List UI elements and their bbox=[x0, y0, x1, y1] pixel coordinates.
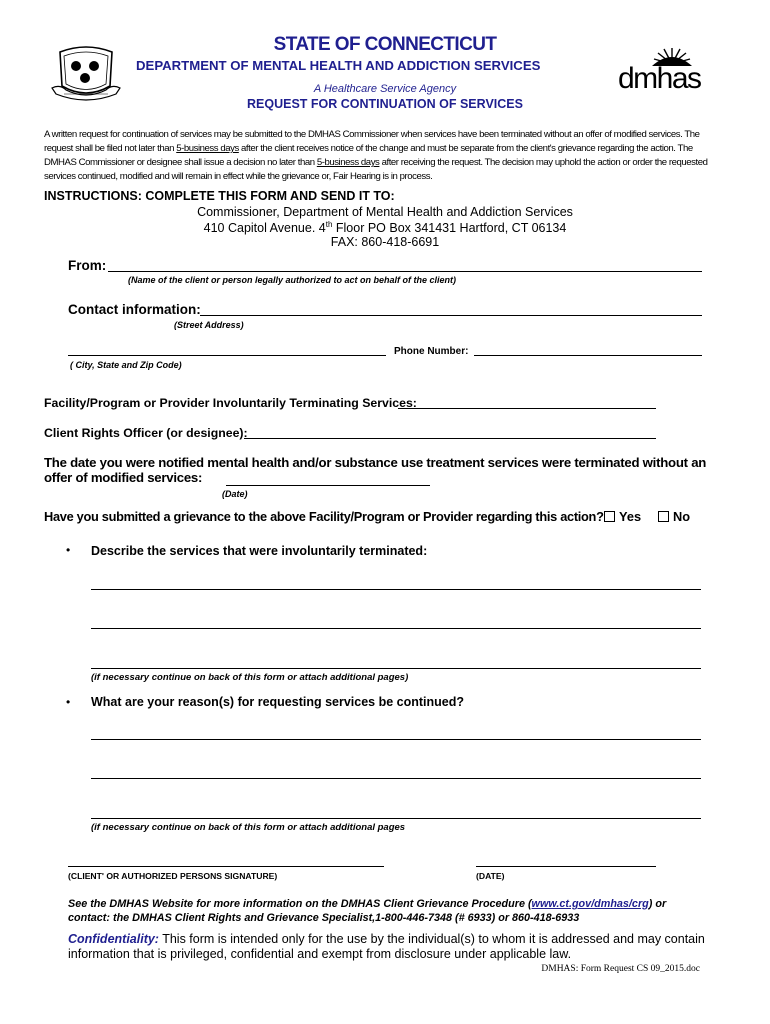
website-info-b: ) or contact: the DMHAS Client Rights and Grievance Specialist,1-800-446-7348 (# 6933) or 860-418-6933 bbox=[68, 898, 667, 924]
grievance-question: Have you submitted a grievance to the above Facility/Program or Provider regarding this action? bbox=[44, 509, 604, 524]
address-line-1: Commissioner, Department of Mental Health and Addiction Services bbox=[197, 205, 573, 219]
deadline-1: 5-business days bbox=[176, 143, 239, 154]
website-info bbox=[68, 897, 708, 925]
describe-label: Describe the services that were involuntarily terminated: bbox=[91, 544, 428, 558]
no-checkbox[interactable] bbox=[658, 511, 669, 522]
confidentiality-label: Confidentiality: bbox=[68, 932, 159, 946]
dmhas-logo bbox=[618, 44, 701, 98]
city-hint: ( City, State and Zip Code) bbox=[70, 360, 182, 370]
instructions-heading: INSTRUCTIONS: COMPLETE THIS FORM AND SEND IT TO: bbox=[44, 189, 395, 203]
reasons-line-1[interactable] bbox=[91, 739, 701, 740]
intro-text-1: A written request for continuation of services may be submitted to the DMHAS Commissioner when services have been terminated without an offer of modified services. The request shall be filed not later than bbox=[44, 129, 700, 154]
address-line-2 bbox=[0, 220, 770, 235]
describe-hint: (if necessary continue on back of this form or attach additional pages) bbox=[91, 672, 409, 683]
reasons-line-2[interactable] bbox=[91, 778, 701, 779]
no-label: No bbox=[673, 509, 691, 524]
signature-field[interactable] bbox=[68, 866, 384, 867]
street-hint: (Street Address) bbox=[174, 320, 244, 330]
phone-field[interactable] bbox=[474, 355, 702, 356]
deadline-2: 5-business days bbox=[316, 157, 380, 168]
describe-line-3[interactable] bbox=[91, 668, 701, 669]
reasons-line-3[interactable] bbox=[91, 818, 701, 819]
signature-label: (CLIENT' OR AUTHORIZED PERSONS SIGNATURE) bbox=[68, 871, 278, 881]
describe-line-2[interactable] bbox=[91, 628, 701, 629]
date-question: The date you were notified mental health and/or substance use treatment services were terminated without an offer of modified services: bbox=[44, 455, 707, 485]
confidentiality-text: This form is intended only for the use by the individual(s) to whom it is addressed and may contain information that is privileged, confidential and exempt from disclosure under applicable law. bbox=[68, 932, 705, 961]
cro-field[interactable] bbox=[244, 438, 656, 439]
signature-date-label: (DATE) bbox=[476, 871, 505, 881]
address-line-2-b: Floor PO Box 341431 Hartford, CT 06134 bbox=[332, 221, 567, 236]
reasons-label: What are your reason(s) for requesting services be continued? bbox=[91, 695, 465, 709]
contact-label: Contact information: bbox=[68, 302, 201, 317]
city-state-zip-field[interactable] bbox=[68, 355, 386, 356]
dmhas-logo-text: dmhas bbox=[618, 62, 701, 95]
yes-option[interactable] bbox=[604, 509, 641, 524]
no-option[interactable] bbox=[658, 509, 690, 524]
signature-date-field[interactable] bbox=[476, 866, 656, 867]
address-line-2-a: 410 Capitol Avenue. 4 bbox=[203, 221, 326, 236]
document-reference: DMHAS: Form Request CS 09_2015.doc bbox=[541, 964, 700, 974]
cro-label: Client Rights Officer (or designee): bbox=[44, 426, 248, 440]
intro-text-2: after the client receives notice of the change and must be separate from the client's grievance regarding the action. The DMHAS Commissioner or designee shall issue a decision no later than bbox=[44, 143, 693, 168]
from-field[interactable] bbox=[108, 271, 702, 272]
date-hint: (Date) bbox=[222, 489, 248, 499]
facility-field[interactable] bbox=[398, 408, 656, 409]
department-name: DEPARTMENT OF MENTAL HEALTH AND ADDICTION SERVICES bbox=[136, 58, 541, 73]
yes-checkbox[interactable] bbox=[604, 511, 615, 522]
intro-text-3: after receiving the request. The decision may uphold the action or order the requested services continued, modified and will remain in effect while the grievance or, Fair Hearing is in process. bbox=[44, 157, 708, 182]
fax-line: FAX: 860-418-6691 bbox=[330, 235, 440, 249]
agency-tagline: A Healthcare Service Agency bbox=[313, 83, 457, 95]
date-notified-field[interactable] bbox=[226, 485, 430, 486]
state-title: STATE OF CONNECTICUT bbox=[273, 34, 497, 55]
describe-line-1[interactable] bbox=[91, 589, 701, 590]
intro-paragraph bbox=[44, 128, 724, 184]
street-address-field[interactable] bbox=[200, 315, 702, 316]
from-hint: (Name of the client or person legally authorized to act on behalf of the client) bbox=[128, 275, 457, 285]
grievance-procedure-link[interactable]: www.ct.gov/dmhas/crg bbox=[531, 898, 649, 910]
facility-label: Facility/Program or Provider Involuntarily Terminating Services: bbox=[44, 396, 417, 410]
confidentiality-notice bbox=[68, 932, 708, 962]
reasons-hint: (if necessary continue on back of this form or attach additional pages bbox=[91, 822, 406, 833]
address-line-2-sup: th bbox=[325, 220, 333, 229]
yes-label: Yes bbox=[619, 509, 642, 524]
phone-label: Phone Number: bbox=[394, 346, 469, 357]
bullet-dot: • bbox=[66, 695, 71, 709]
from-label: From: bbox=[68, 258, 107, 273]
bullet-dot: • bbox=[66, 543, 71, 557]
website-info-a: See the DMHAS Website for more information on the DMHAS Client Grievance Procedure ( bbox=[68, 898, 532, 910]
form-title: REQUEST FOR CONTINUATION OF SERVICES bbox=[247, 97, 523, 111]
